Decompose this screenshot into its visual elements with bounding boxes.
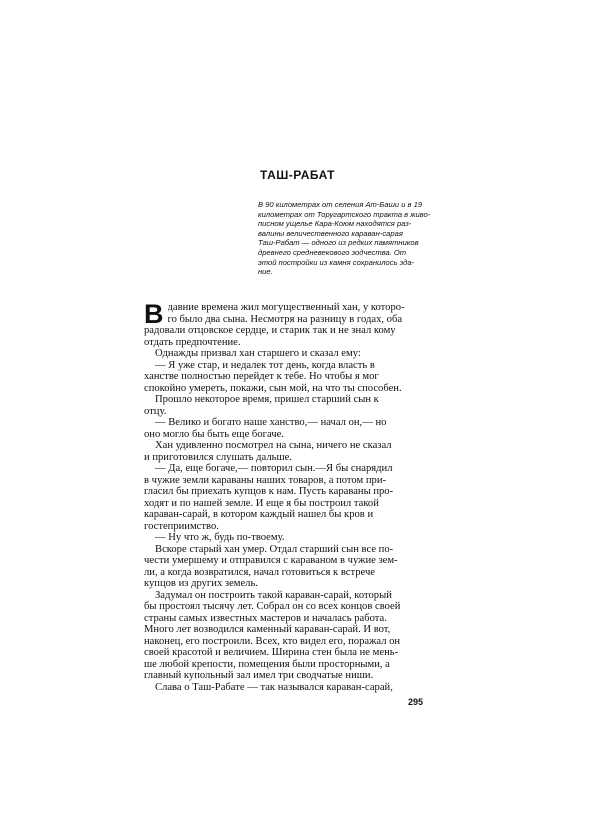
- text-line: оно могло бы быть еще богаче.: [144, 428, 284, 440]
- text-line: Много лет возводился каменный караван-сарай. И вот,: [144, 624, 391, 635]
- text-line: бы простоял тысячу лет. Собрал он со всех концов своей: [144, 601, 401, 612]
- text-line: — Велико и богато наше ханство,— начал он,— но: [155, 417, 387, 428]
- epigraph-line: ние.: [258, 267, 273, 277]
- page-number: 295: [408, 697, 424, 707]
- text-line: гостеприимство.: [144, 520, 219, 532]
- epigraph-line: В 90 километрах от селения Ат-Баши и в 19: [258, 200, 423, 209]
- text-line: го было два сына. Несмотря на разницу в годах, оба: [167, 313, 403, 325]
- epigraph-line: писном ущелье Кара-Коюм находятся раз-: [258, 219, 412, 229]
- epigraph-line: Таш-Рабат — одного из редких памятников: [258, 238, 419, 248]
- text-line: Однажды призвал хан старшего и сказал ему:: [155, 348, 361, 359]
- text-line: главный купольный зал имел три сводчатые ниши.: [144, 670, 374, 681]
- text-line: ханстве полностью перейдет к тебе. Но чтобы я мог: [144, 371, 379, 382]
- chapter-title: ТАШ-РАБАТ: [260, 168, 335, 182]
- epigraph-line: этой постройки из камня сохранилось зда-: [258, 257, 415, 267]
- text-line: — Да, еще богаче,— повторил сын.—Я бы снарядил: [155, 463, 393, 474]
- text-line: — Я уже стар, и недалек тот день, когда власть в: [155, 359, 375, 371]
- text-line: ходят и по нашей земле. И еще я бы построил такой: [144, 497, 379, 509]
- main-text: [144, 299, 442, 693]
- text-line: Вскоре старый хан умер. Отдал старший сын все по-: [155, 543, 394, 555]
- text-line: — Ну что ж, будь по-твоему.: [155, 532, 285, 543]
- text-line: и приготовился слушать дальше.: [144, 451, 292, 463]
- text-line: радовали отцовское сердце, и старик так и не знал кому: [144, 325, 396, 336]
- text-line: отдать предпочтение.: [144, 336, 241, 348]
- text-line: Прошло некоторое время, пришел старший сын к: [155, 394, 379, 405]
- epigraph-line: валины величественного караван-сарая: [258, 228, 403, 238]
- text-line: ли, а когда возвратился, начал готовиться к встрече: [144, 566, 376, 578]
- text-line: караван-сарай, в котором каждый нашел бы кров и: [144, 509, 374, 520]
- text-line: давние времена жил могущественный хан, у которо-: [167, 302, 405, 313]
- text-line: купцов из других земель.: [144, 578, 258, 589]
- text-line: Хан удивленно посмотрел на сына, ничего не сказал: [155, 440, 392, 451]
- drop-cap: В: [144, 299, 164, 329]
- epigraph-line: километрах от Торугартского тракта в живо-: [258, 209, 431, 219]
- epigraph: [258, 200, 436, 277]
- text-line: наконец, его построили. Всех, кто видел его, поражал он: [144, 635, 401, 647]
- text-line: гласил бы приехать купцов к нам. Пусть караваны про-: [144, 486, 394, 497]
- text-line: в чужие земли караваны наших товаров, а потом при-: [144, 474, 387, 486]
- text-line: своей красотой и величием. Ширина стен была не мень-: [144, 647, 399, 658]
- text-line: Слава о Таш-Рабате — так назывался караван-сарай,: [155, 681, 393, 693]
- text-line: страны самых известных мастеров и началась работа.: [144, 612, 387, 624]
- epigraph-line: древнего средневекового зодчества. От: [258, 247, 407, 257]
- text-line: ше любой крепости, помещения были просторными, а: [144, 658, 390, 670]
- text-line: Задумал он построить такой караван-сарай, который: [155, 589, 392, 601]
- text-line: чести умершему и отправился с караваном в чужие зем-: [144, 555, 398, 566]
- text-line: спокойно умереть, покажи, сын мой, на что ты способен.: [144, 382, 402, 394]
- text-line: отцу.: [144, 405, 167, 417]
